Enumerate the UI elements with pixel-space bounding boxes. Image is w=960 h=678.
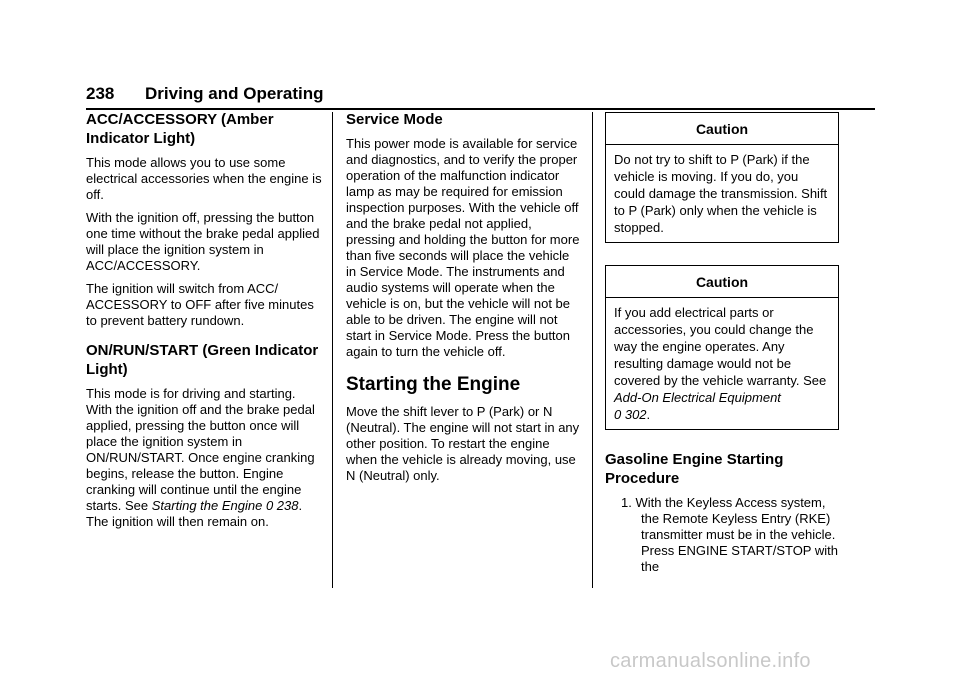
watermark: carmanualsonline.info	[610, 650, 811, 672]
acc-paragraph-3: The ignition will switch from ACC/ ACCESSORY to OFF after five minutes to prevent battery rundown.	[86, 281, 314, 328]
acc-paragraph-1: This mode allows you to use some electrical accessories when the engine is off.	[86, 155, 322, 202]
column-3	[605, 110, 841, 575]
caution-body-text: If you add electrical parts or accessories, you could change the way the engine operates. Any resulting damage would not be covered by the vehicle warranty. See	[614, 305, 827, 388]
column-2	[346, 110, 582, 491]
service-mode-paragraph: This power mode is available for service and diagnostics, and to verify the proper operation of the malfunction indicator lamp as may be required for emission inspection purposes. With the vehicle off and the brake pedal not applied, pressing and holding the button for more than five seconds will place the vehicle in Service Mode. The instruments and audio systems will operate when the vehicle is on, but the vehicle will not be able to be driven. The engine will not start in Service Mode. Press the button again to turn the vehicle off.	[346, 136, 580, 359]
add-on-equipment-link[interactable]: Add-On Electrical Equipment	[614, 390, 781, 405]
on-run-start-paragraph	[86, 386, 322, 530]
caution-body-tail: .	[646, 407, 651, 422]
starting-engine-heading: Starting the Engine	[346, 374, 521, 395]
caution-box-1	[605, 112, 839, 243]
starting-engine-paragraph: Move the shift lever to P (Park) or N (Neutral). The engine will not start in any other position. To restart the engine when the vehicle is already moving, use N (Neutral) only.	[346, 404, 580, 483]
column-divider	[592, 112, 593, 588]
list-item-text: With the Keyless Access system, the Remote Keyless Entry (RKE) transmitter must be in the vehicle. Press ENGINE START/STOP with the	[635, 495, 838, 574]
section-title: Driving and Operating	[145, 84, 324, 103]
column-1	[86, 110, 322, 537]
on-run-start-heading: ON/RUN/START (Green Indicator Light)	[86, 342, 319, 378]
caution-body	[606, 298, 838, 429]
list-item	[605, 495, 841, 575]
caution-box-2	[605, 265, 839, 430]
list-item-number: 1.	[621, 495, 632, 510]
page-header	[86, 84, 875, 106]
column-divider	[332, 112, 333, 588]
caution-body: Do not try to shift to P (Park) if the vehicle is moving. If you do, you could damage the transmission. Shift to P (Park) only when the vehicle is stopped.	[614, 152, 828, 235]
on-paragraph-text: This mode is for driving and starting. With the ignition off and the brake pedal applied, pressing the button once will place the ignition system in ON/RUN/START. Once engine cranking begins, release the button. Engine cranking will continue until the engine starts. See	[86, 386, 315, 513]
acc-heading: ACC/ACCESSORY (Amber Indicator Light)	[86, 111, 274, 147]
page-reference[interactable]: 0 238	[265, 498, 299, 513]
page-reference[interactable]: 0 302	[614, 407, 647, 422]
service-mode-heading: Service Mode	[346, 111, 443, 128]
caution-title: Caution	[606, 266, 838, 298]
gasoline-starting-heading: Gasoline Engine Starting Procedure	[605, 451, 784, 487]
starting-engine-link[interactable]: Starting the Engine	[151, 498, 263, 513]
acc-paragraph-2: With the ignition off, pressing the button one time without the brake pedal applied will place the ignition system in ACC/ACCESSORY.	[86, 210, 320, 273]
on-paragraph-tail: . The ignition will then remain on.	[86, 498, 303, 529]
page-number: 238	[86, 84, 115, 103]
caution-title: Caution	[606, 113, 838, 145]
